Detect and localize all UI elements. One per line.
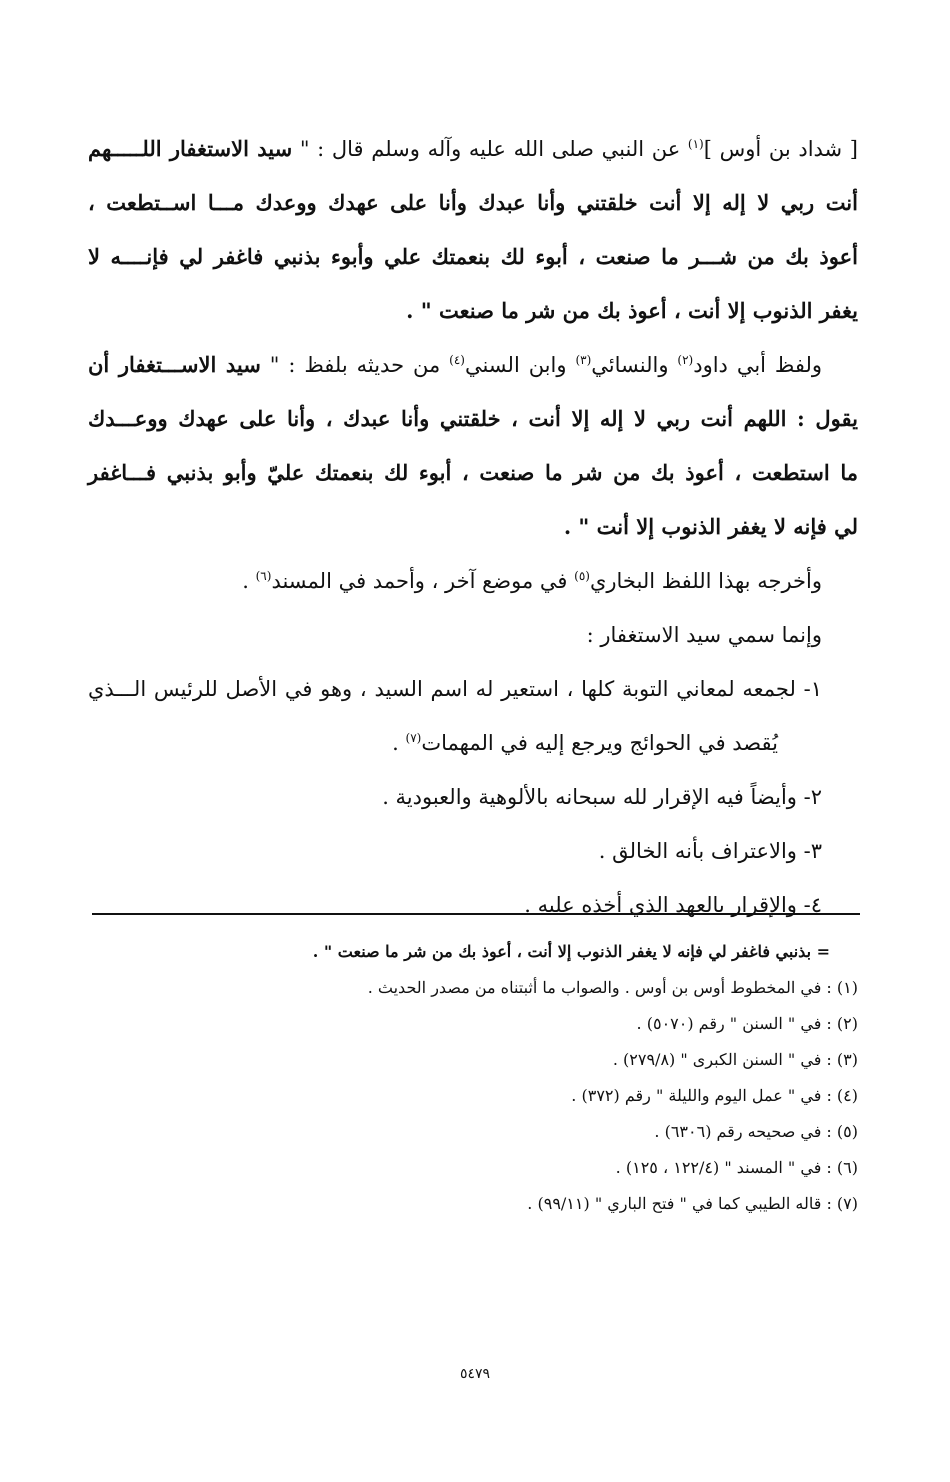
text-run: يُقصد في الحوائج ويرجع إليه في المهمات: [421, 731, 778, 755]
paragraph-2-line-1: [88, 338, 858, 392]
text-run: من حديثه بلفظ : ": [260, 353, 450, 377]
paragraph-3: [88, 554, 858, 608]
text-run: ولفظ أبي داود: [693, 353, 823, 377]
paragraph-1-line-1: [88, 122, 858, 176]
footnote-ref-6: (٦): [255, 569, 272, 583]
footnote-7: (٧) : قاله الطيبي كما في " فتح الباري " (٩٩/١١) .: [527, 1194, 858, 1213]
footnote-ref-4: (٤): [449, 353, 465, 367]
footnote-divider: [92, 913, 860, 915]
footnote-6: (٦) : في " المسند " (١٢٢/٤ ، ١٢٥) .: [615, 1158, 858, 1177]
footnotes: [88, 934, 858, 1222]
text-run: [ شداد بن أوس ]: [703, 137, 858, 161]
text-run: والنسائي: [591, 353, 678, 377]
text-run: عن النبي صلى الله عليه وآله وسلم قال : ": [292, 137, 681, 161]
footnote-ref-5: (٥): [574, 569, 590, 583]
list-item-1-continuation: [88, 716, 858, 770]
page-number: ٥٤٧٩: [459, 1366, 491, 1382]
footnote-continuation: = بذنبي فاغفر لي فإنه لا يغفر الذنوب إلا أنت ، أعوذ بك من شر ما صنعت " .: [312, 942, 830, 961]
footnote-4: (٤) : في " عمل اليوم والليلة " رقم (٣٧٢) .: [571, 1086, 858, 1105]
text-run: .: [392, 731, 406, 755]
footnote-1: (١) : في المخطوط أوس بن أوس . والصواب ما أثبتناه من مصدر الحديث .: [367, 978, 858, 997]
footnote-ref-7: (٧): [405, 731, 422, 745]
paragraph-1-line-4: يغفر الذنوب إلا أنت ، أعوذ بك من شر ما صنعت " .: [406, 298, 858, 323]
list-item-3: ٣- والاعتراف بأنه الخالق .: [598, 839, 822, 863]
footnote-3: (٣) : في " السنن الكبرى " (٢٧٩/٨) .: [612, 1050, 858, 1069]
footnote-2: (٢) : في " السنن " رقم (٥٠٧٠) .: [636, 1014, 858, 1033]
list-item-1: ١- لجمعه لمعاني التوبة كلها ، استعير له اسم السيد ، وهو في الأصل للرئيس الـــذي: [88, 677, 822, 701]
list-item-2: ٢- وأيضاً فيه الإقرار لله سبحانه بالألوهية والعبودية .: [382, 785, 822, 809]
paragraph-2-line-2: يقول : اللهم أنت ربي لا إله إلا أنت ، خلقتني وأنا عبدك ، وأنا على عهدك ووعـــدك: [88, 406, 858, 431]
footnote-ref-1: (١): [687, 137, 704, 151]
footnote-ref-3: (٣): [575, 353, 592, 367]
paragraph-2-line-3: ما استطعت ، أعوذ بك من شر ما صنعت ، أبوء لك بنعمتك عليّ وأبو بذنبي فـــاغفر: [88, 460, 858, 485]
footnote-ref-2: (٢): [677, 353, 694, 367]
text-run: في موضع آخر ، وأحمد في المسند: [271, 569, 575, 593]
paragraph-4: وإنما سمي سيد الاستغفار :: [586, 623, 822, 647]
list-item-4: ٤- والإقرار بالعهد الذي أخذه عليه .: [524, 893, 822, 917]
text-run: وأخرجه بهذا اللفظ البخاري: [589, 569, 822, 593]
hadith-text: سيد الاســـتغفار أن: [88, 352, 261, 377]
footnote-5: (٥) : في صحيحه رقم (٦٣٠٦) .: [654, 1122, 858, 1141]
main-text: [88, 122, 858, 932]
paragraph-1-line-2: أنت ربي لا إله إلا أنت خلقتني وأنا عبدك وأنا على عهدك ووعدك مـــا اســتطعت ،: [88, 190, 858, 215]
text-run: وابن السني: [464, 353, 576, 377]
text-run: .: [242, 569, 256, 593]
paragraph-2-line-4: لي فإنه لا يغفر الذنوب إلا أنت " .: [563, 514, 858, 539]
hadith-text: سيد الاستغفار اللـــــهم: [88, 136, 293, 161]
paragraph-1-line-3: أعوذ بك من شـــر ما صنعت ، أبوء لك بنعمتك علي وأبوء بذنبي فاغفر لي فإنــــه لا: [88, 244, 858, 269]
